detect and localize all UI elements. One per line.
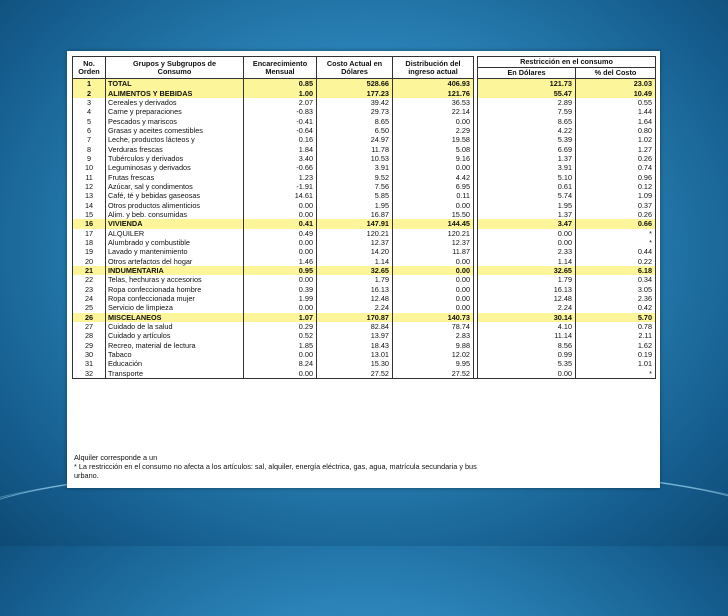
cell-costo: 16.13 xyxy=(317,285,393,294)
cell-name: Transporte xyxy=(106,369,244,379)
cell-costo: 2.24 xyxy=(317,303,393,312)
cell-name: ALIMENTOS Y BEBIDAS xyxy=(106,88,244,97)
cell-no: 31 xyxy=(73,359,106,368)
table-row xyxy=(73,144,656,153)
cell-encarecimiento: 1.99 xyxy=(244,294,317,303)
cell-distribucion: 0.00 xyxy=(393,285,474,294)
cell-distribucion: 5.08 xyxy=(393,144,474,153)
header-distribucion: Distribución del ingreso actual xyxy=(393,57,474,79)
cell-name: Tubérculos y derivados xyxy=(106,154,244,163)
cell-name: Pescados y mariscos xyxy=(106,116,244,125)
cell-encarecimiento: 1.00 xyxy=(244,88,317,97)
cell-no: 25 xyxy=(73,303,106,312)
footnotes xyxy=(74,453,654,480)
cell-no: 14 xyxy=(73,200,106,209)
cell-encarecimiento: 0.95 xyxy=(244,266,317,275)
cell-encarecimiento: 0.49 xyxy=(244,229,317,238)
cell-distribucion: 78.74 xyxy=(393,322,474,331)
cell-en-dolares: 3.91 xyxy=(478,163,576,172)
cell-encarecimiento: -0.41 xyxy=(244,116,317,125)
cell-name: Alim. y beb. consumidas xyxy=(106,210,244,219)
cell-no: 12 xyxy=(73,182,106,191)
header-no-orden: No. Orden xyxy=(73,57,106,79)
cell-pct-costo: 2.11 xyxy=(576,331,656,340)
cell-name: Ropa confeccionada mujer xyxy=(106,294,244,303)
table-row xyxy=(73,331,656,340)
cell-costo: 5.85 xyxy=(317,191,393,200)
cell-encarecimiento: 8.24 xyxy=(244,359,317,368)
cell-costo: 24.97 xyxy=(317,135,393,144)
table-row xyxy=(73,135,656,144)
footnote-restriccion: * La restricción en el consumo no afecta a los artículos: sal, alquiler, energía eléctrica, gas, agua, matrícula secundaria y bus xyxy=(74,462,477,471)
cell-pct-costo: 1.44 xyxy=(576,107,656,116)
header-encarecimiento: Encarecimiento Mensual xyxy=(244,57,317,79)
cell-name: Otros productos alimenticios xyxy=(106,200,244,209)
cell-pct-costo: 1.01 xyxy=(576,359,656,368)
cell-distribucion: 0.00 xyxy=(393,266,474,275)
cell-pct-costo: 0.42 xyxy=(576,303,656,312)
cell-no: 8 xyxy=(73,144,106,153)
cell-name: INDUMENTARIA xyxy=(106,266,244,275)
cell-costo: 1.79 xyxy=(317,275,393,284)
cell-no: 11 xyxy=(73,172,106,181)
table-row xyxy=(73,200,656,209)
cell-distribucion: 12.02 xyxy=(393,350,474,359)
cell-costo: 147.91 xyxy=(317,219,393,228)
cell-pct-costo: 0.44 xyxy=(576,247,656,256)
cell-name: Cuidado y artículos xyxy=(106,331,244,340)
cell-no: 19 xyxy=(73,247,106,256)
cell-costo: 177.23 xyxy=(317,88,393,97)
cell-distribucion: 0.00 xyxy=(393,163,474,172)
cell-distribucion: 2.29 xyxy=(393,126,474,135)
cell-distribucion: 144.45 xyxy=(393,219,474,228)
cell-no: 13 xyxy=(73,191,106,200)
slide-content xyxy=(67,51,660,488)
cell-costo: 12.37 xyxy=(317,238,393,247)
cell-no: 23 xyxy=(73,285,106,294)
cell-distribucion: 4.42 xyxy=(393,172,474,181)
cell-pct-costo: 0.55 xyxy=(576,98,656,107)
cell-no: 22 xyxy=(73,275,106,284)
table-row xyxy=(73,313,656,322)
cell-pct-costo: 0.66 xyxy=(576,219,656,228)
cell-distribucion: 6.95 xyxy=(393,182,474,191)
cell-distribucion: 406.93 xyxy=(393,79,474,89)
cell-no: 2 xyxy=(73,88,106,97)
cell-distribucion: 140.73 xyxy=(393,313,474,322)
cell-en-dolares: 32.65 xyxy=(478,266,576,275)
cell-distribucion: 22.14 xyxy=(393,107,474,116)
cell-distribucion: 0.00 xyxy=(393,294,474,303)
cell-costo: 3.91 xyxy=(317,163,393,172)
cell-costo: 27.52 xyxy=(317,369,393,379)
cell-distribucion: 15.50 xyxy=(393,210,474,219)
cell-costo: 528.66 xyxy=(317,79,393,89)
cell-name: Leche, productos lácteos y xyxy=(106,135,244,144)
cell-name: Otros artefactos del hogar xyxy=(106,257,244,266)
cell-name: Verduras frescas xyxy=(106,144,244,153)
header-en-dolares: En Dólares xyxy=(478,68,576,79)
cell-en-dolares: 0.00 xyxy=(478,238,576,247)
footnote-alquiler: Alquiler corresponde a un xyxy=(74,453,158,462)
table-row xyxy=(73,98,656,107)
cell-costo: 8.65 xyxy=(317,116,393,125)
cell-no: 28 xyxy=(73,331,106,340)
table-row xyxy=(73,116,656,125)
cell-encarecimiento: 0.00 xyxy=(244,303,317,312)
table-row xyxy=(73,294,656,303)
cell-name: Recreo, material de lectura xyxy=(106,341,244,350)
cell-name: VIVIENDA xyxy=(106,219,244,228)
table-row xyxy=(73,303,656,312)
cell-name: Frutas frescas xyxy=(106,172,244,181)
cell-costo: 7.56 xyxy=(317,182,393,191)
cell-costo: 82.84 xyxy=(317,322,393,331)
cell-no: 7 xyxy=(73,135,106,144)
cell-en-dolares: 2.33 xyxy=(478,247,576,256)
cell-no: 9 xyxy=(73,154,106,163)
cell-distribucion: 27.52 xyxy=(393,369,474,379)
cell-name: MISCELANEOS xyxy=(106,313,244,322)
header-grupos: Grupos y Subgrupos de Consumo xyxy=(106,57,244,79)
cell-pct-costo: 1.64 xyxy=(576,116,656,125)
cell-costo: 32.65 xyxy=(317,266,393,275)
cell-distribucion: 0.00 xyxy=(393,200,474,209)
cell-distribucion: 120.21 xyxy=(393,229,474,238)
cell-en-dolares: 2.89 xyxy=(478,98,576,107)
cell-pct-costo: 0.12 xyxy=(576,182,656,191)
cell-costo: 13.97 xyxy=(317,331,393,340)
cell-no: 20 xyxy=(73,257,106,266)
cell-costo: 39.42 xyxy=(317,98,393,107)
cell-no: 5 xyxy=(73,116,106,125)
cell-encarecimiento: 0.52 xyxy=(244,331,317,340)
cell-pct-costo: 0.80 xyxy=(576,126,656,135)
cell-distribucion: 19.58 xyxy=(393,135,474,144)
cell-name: Ropa confeccionada hombre xyxy=(106,285,244,294)
cell-costo: 120.21 xyxy=(317,229,393,238)
cell-en-dolares: 5.35 xyxy=(478,359,576,368)
table-row xyxy=(73,369,656,379)
cell-encarecimiento: 0.29 xyxy=(244,322,317,331)
cell-costo: 14.20 xyxy=(317,247,393,256)
header-restriccion: Restricción en el consumo xyxy=(478,57,656,68)
cell-no: 6 xyxy=(73,126,106,135)
cell-en-dolares: 30.14 xyxy=(478,313,576,322)
cell-encarecimiento: 14.61 xyxy=(244,191,317,200)
table-row xyxy=(73,163,656,172)
cell-pct-costo: 0.22 xyxy=(576,257,656,266)
header-pct-costo: % del Costo xyxy=(576,68,656,79)
cell-encarecimiento: 0.00 xyxy=(244,210,317,219)
cell-name: Grasas y aceites comestibles xyxy=(106,126,244,135)
cell-no: 18 xyxy=(73,238,106,247)
cell-no: 21 xyxy=(73,266,106,275)
cell-name: Alumbrado y combustible xyxy=(106,238,244,247)
cell-costo: 16.87 xyxy=(317,210,393,219)
cell-no: 3 xyxy=(73,98,106,107)
cell-no: 32 xyxy=(73,369,106,379)
cell-pct-costo: 1.09 xyxy=(576,191,656,200)
cell-pct-costo: 0.34 xyxy=(576,275,656,284)
cell-distribucion: 9.95 xyxy=(393,359,474,368)
table-row xyxy=(73,285,656,294)
cell-no: 26 xyxy=(73,313,106,322)
cell-costo: 29.73 xyxy=(317,107,393,116)
cell-name: Servicio de limpieza xyxy=(106,303,244,312)
cell-pct-costo: 0.19 xyxy=(576,350,656,359)
cell-encarecimiento: 0.00 xyxy=(244,350,317,359)
cell-pct-costo: 0.26 xyxy=(576,154,656,163)
cell-encarecimiento: 0.85 xyxy=(244,79,317,89)
cell-pct-costo: * xyxy=(576,369,656,379)
table-row xyxy=(73,210,656,219)
table-row xyxy=(73,126,656,135)
cell-distribucion: 11.87 xyxy=(393,247,474,256)
cell-encarecimiento: 1.46 xyxy=(244,257,317,266)
cell-name: Azúcar, sal y condimentos xyxy=(106,182,244,191)
cell-name: Café, té y bebidas gaseosas xyxy=(106,191,244,200)
cell-pct-costo: * xyxy=(576,238,656,247)
cell-distribucion: 0.11 xyxy=(393,191,474,200)
cell-en-dolares: 1.79 xyxy=(478,275,576,284)
cell-encarecimiento: 2.07 xyxy=(244,98,317,107)
cell-en-dolares: 1.14 xyxy=(478,257,576,266)
cell-no: 16 xyxy=(73,219,106,228)
cell-distribucion: 0.00 xyxy=(393,275,474,284)
cell-en-dolares: 55.47 xyxy=(478,88,576,97)
cell-encarecimiento: 1.23 xyxy=(244,172,317,181)
cell-pct-costo: 2.36 xyxy=(576,294,656,303)
cell-name: Leguminosas y derivados xyxy=(106,163,244,172)
table-row xyxy=(73,191,656,200)
cell-pct-costo: 1.62 xyxy=(576,341,656,350)
cell-name: Educación xyxy=(106,359,244,368)
cell-distribucion: 12.37 xyxy=(393,238,474,247)
table-row xyxy=(73,79,656,89)
table-row xyxy=(73,275,656,284)
cell-name: Tabaco xyxy=(106,350,244,359)
cell-no: 10 xyxy=(73,163,106,172)
cell-no: 4 xyxy=(73,107,106,116)
cell-distribucion: 0.00 xyxy=(393,257,474,266)
cell-encarecimiento: 0.39 xyxy=(244,285,317,294)
cell-pct-costo: 0.37 xyxy=(576,200,656,209)
cell-en-dolares: 0.00 xyxy=(478,229,576,238)
cell-en-dolares: 6.69 xyxy=(478,144,576,153)
cell-en-dolares: 4.22 xyxy=(478,126,576,135)
cell-costo: 18.43 xyxy=(317,341,393,350)
cell-encarecimiento: 1.07 xyxy=(244,313,317,322)
cell-no: 1 xyxy=(73,79,106,89)
cell-encarecimiento: 0.00 xyxy=(244,200,317,209)
cell-en-dolares: 5.10 xyxy=(478,172,576,181)
cell-encarecimiento: 1.85 xyxy=(244,341,317,350)
cell-pct-costo: 1.27 xyxy=(576,144,656,153)
cell-name: ALQUILER xyxy=(106,229,244,238)
cell-distribucion: 9.88 xyxy=(393,341,474,350)
cell-encarecimiento: 0.00 xyxy=(244,275,317,284)
cell-pct-costo: 6.18 xyxy=(576,266,656,275)
cell-distribucion: 9.16 xyxy=(393,154,474,163)
cell-en-dolares: 121.73 xyxy=(478,79,576,89)
cell-pct-costo: 10.49 xyxy=(576,88,656,97)
cell-costo: 10.53 xyxy=(317,154,393,163)
cell-encarecimiento: 0.00 xyxy=(244,369,317,379)
cell-no: 17 xyxy=(73,229,106,238)
cell-costo: 1.95 xyxy=(317,200,393,209)
cell-name: Cuidado de la salud xyxy=(106,322,244,331)
cell-encarecimiento: 3.40 xyxy=(244,154,317,163)
cell-costo: 9.52 xyxy=(317,172,393,181)
cell-costo: 12.48 xyxy=(317,294,393,303)
cell-distribucion: 0.00 xyxy=(393,303,474,312)
footnote-restriccion-cont: urbano. xyxy=(74,471,99,480)
cell-name: TOTAL xyxy=(106,79,244,89)
cell-en-dolares: 1.37 xyxy=(478,210,576,219)
cell-pct-costo: 1.02 xyxy=(576,135,656,144)
cell-name: Telas, hechuras y accesorios xyxy=(106,275,244,284)
cell-costo: 170.87 xyxy=(317,313,393,322)
cell-en-dolares: 5.39 xyxy=(478,135,576,144)
cell-en-dolares: 4.10 xyxy=(478,322,576,331)
table-body xyxy=(73,79,656,379)
consumption-table xyxy=(72,56,656,379)
cell-en-dolares: 11.14 xyxy=(478,331,576,340)
table-row xyxy=(73,266,656,275)
cell-encarecimiento: -0.64 xyxy=(244,126,317,135)
cell-encarecimiento: -1.91 xyxy=(244,182,317,191)
cell-no: 15 xyxy=(73,210,106,219)
cell-en-dolares: 1.37 xyxy=(478,154,576,163)
table-row xyxy=(73,247,656,256)
cell-costo: 1.14 xyxy=(317,257,393,266)
cell-pct-costo: 23.03 xyxy=(576,79,656,89)
cell-en-dolares: 12.48 xyxy=(478,294,576,303)
table-row xyxy=(73,238,656,247)
cell-en-dolares: 0.99 xyxy=(478,350,576,359)
table-row xyxy=(73,341,656,350)
cell-pct-costo: 5.70 xyxy=(576,313,656,322)
cell-distribucion: 2.83 xyxy=(393,331,474,340)
cell-encarecimiento: 1.84 xyxy=(244,144,317,153)
table-row xyxy=(73,88,656,97)
cell-no: 29 xyxy=(73,341,106,350)
cell-encarecimiento: 0.41 xyxy=(244,219,317,228)
cell-name: Lavado y mantenimiento xyxy=(106,247,244,256)
cell-pct-costo: 0.74 xyxy=(576,163,656,172)
table-row xyxy=(73,229,656,238)
table-row xyxy=(73,350,656,359)
cell-en-dolares: 2.24 xyxy=(478,303,576,312)
cell-name: Cereales y derivados xyxy=(106,98,244,107)
cell-pct-costo: 0.96 xyxy=(576,172,656,181)
cell-en-dolares: 3.47 xyxy=(478,219,576,228)
table-row xyxy=(73,257,656,266)
table-row xyxy=(73,172,656,181)
cell-costo: 13.01 xyxy=(317,350,393,359)
cell-encarecimiento: 0.00 xyxy=(244,247,317,256)
cell-no: 27 xyxy=(73,322,106,331)
cell-no: 30 xyxy=(73,350,106,359)
cell-distribucion: 121.76 xyxy=(393,88,474,97)
table-row xyxy=(73,322,656,331)
cell-encarecimiento: 0.16 xyxy=(244,135,317,144)
cell-en-dolares: 8.65 xyxy=(478,116,576,125)
cell-pct-costo: 0.78 xyxy=(576,322,656,331)
cell-en-dolares: 0.61 xyxy=(478,182,576,191)
cell-distribucion: 0.00 xyxy=(393,116,474,125)
header-costo-actual: Costo Actual en Dólares xyxy=(317,57,393,79)
cell-en-dolares: 5.74 xyxy=(478,191,576,200)
cell-en-dolares: 16.13 xyxy=(478,285,576,294)
cell-no: 24 xyxy=(73,294,106,303)
table-row xyxy=(73,107,656,116)
cell-costo: 11.78 xyxy=(317,144,393,153)
cell-costo: 6.50 xyxy=(317,126,393,135)
cell-en-dolares: 8.56 xyxy=(478,341,576,350)
cell-pct-costo: * xyxy=(576,229,656,238)
cell-distribucion: 36.53 xyxy=(393,98,474,107)
table-row xyxy=(73,182,656,191)
cell-encarecimiento: -0.83 xyxy=(244,107,317,116)
cell-encarecimiento: 0.00 xyxy=(244,238,317,247)
cell-encarecimiento: -0.66 xyxy=(244,163,317,172)
table-row xyxy=(73,154,656,163)
cell-pct-costo: 0.26 xyxy=(576,210,656,219)
cell-costo: 15.30 xyxy=(317,359,393,368)
cell-en-dolares: 1.95 xyxy=(478,200,576,209)
cell-en-dolares: 7.59 xyxy=(478,107,576,116)
cell-en-dolares: 0.00 xyxy=(478,369,576,379)
cell-pct-costo: 3.05 xyxy=(576,285,656,294)
cell-name: Carne y preparaciones xyxy=(106,107,244,116)
table-row xyxy=(73,219,656,228)
table-row xyxy=(73,359,656,368)
